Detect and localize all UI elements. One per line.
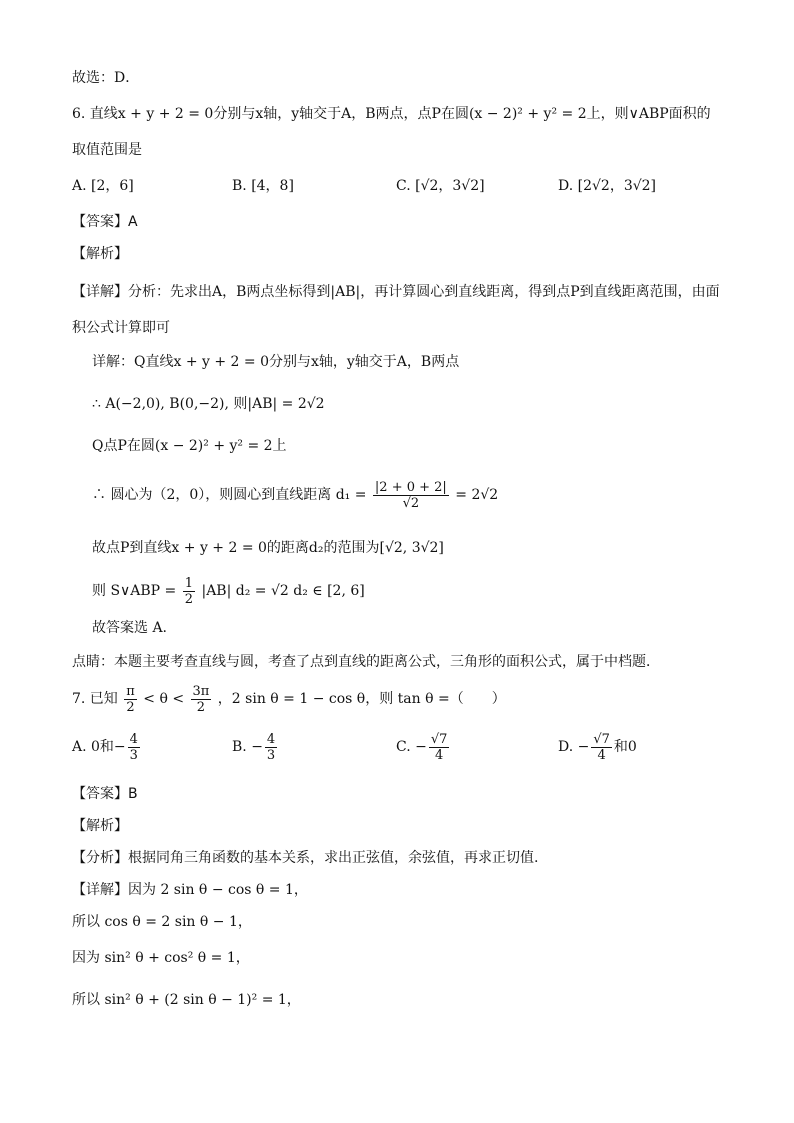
q7-option-a-text: A. 0和− bbox=[72, 739, 126, 755]
question-6-stem: 6. 直线x + y + 2 = 0分别与x轴，y轴交于A，B两点，点P在圆(x − 2)² + y² = 2上，则∨ABP面积的 bbox=[72, 106, 711, 122]
q7-detail-line-3: 因为 sin² θ + cos² θ = 1， bbox=[72, 950, 250, 966]
q7-detail-line-2: 所以 cos θ = 2 sin θ − 1， bbox=[72, 914, 252, 930]
q7-option-b-fraction bbox=[265, 732, 277, 763]
fraction-numerator: π bbox=[126, 683, 135, 699]
q6-solution-line-4-text: ∴ 圆心为（2，0），则圆心到直线距离 d₁ = bbox=[92, 487, 367, 503]
q6-area-label: 则 S∨ABP = bbox=[92, 583, 177, 599]
q7-stem-prefix: 7. 已知 bbox=[72, 691, 118, 707]
q6-option-a: A. [2，6] bbox=[72, 178, 134, 194]
q6-option-c: C. [√2，3√2] bbox=[396, 178, 485, 194]
pi-over-2-fraction bbox=[124, 684, 137, 715]
q7-option-c bbox=[396, 730, 451, 764]
q6-answer: 【答案】A bbox=[72, 214, 138, 230]
q7-detail-line-1: 【详解】因为 2 sin θ − cos θ = 1， bbox=[72, 882, 308, 898]
question-7-stem bbox=[72, 682, 506, 716]
q7-analysis-heading: 【解析】 bbox=[72, 818, 128, 834]
fraction-numerator: |2 + 0 + 2| bbox=[374, 479, 447, 495]
q7-analysis-summary: 【分析】根据同角三角函数的基本关系，求出正弦值，余弦值，再求正切值. bbox=[72, 850, 539, 866]
fraction-denominator: √2 bbox=[402, 495, 420, 511]
q7-stem-inequality: < θ < bbox=[143, 691, 185, 707]
fraction-numerator: 3π bbox=[192, 683, 210, 699]
q7-option-a bbox=[72, 730, 142, 764]
q6-option-d: D. [2√2，3√2] bbox=[558, 178, 657, 194]
q6-area-result: |AB| d₂ = √2 d₂ ∈ [2, 6] bbox=[201, 583, 365, 599]
three-pi-over-2-fraction bbox=[191, 684, 212, 715]
q6-detail-line-2: 积公式计算即可 bbox=[72, 320, 170, 336]
q6-solution-line-2: ∴ A(−2,0), B(0,−2), 则|AB| = 2√2 bbox=[92, 396, 325, 412]
q7-option-d-text: D. − bbox=[558, 739, 590, 755]
fraction-numerator: √7 bbox=[430, 731, 448, 747]
q7-option-d-suffix: 和0 bbox=[613, 739, 637, 755]
fraction-denominator: 4 bbox=[434, 747, 444, 763]
q7-option-b bbox=[232, 730, 279, 764]
q6-solution-line-5: 故点P到直线x + y + 2 = 0的距离d₂的范围为[√2, 3√2] bbox=[92, 540, 444, 556]
fraction-denominator: 4 bbox=[597, 747, 606, 763]
fraction-numerator: 4 bbox=[129, 731, 138, 747]
q6-solution-line-6 bbox=[92, 574, 365, 608]
q7-option-c-fraction bbox=[429, 732, 450, 763]
fraction-denominator: 3 bbox=[266, 747, 276, 763]
q6-analysis-heading: 【解析】 bbox=[72, 246, 128, 262]
q6-solution-line-1: 详解：Q直线x + y + 2 = 0分别与x轴，y轴交于A，B两点 bbox=[92, 354, 460, 370]
q7-detail-line-4: 所以 sin² θ + (2 sin θ − 1)² = 1， bbox=[72, 992, 301, 1008]
distance-fraction bbox=[373, 480, 449, 511]
q7-answer: 【答案】B bbox=[72, 786, 138, 802]
question-6-stem-cont: 取值范围是 bbox=[72, 142, 142, 158]
fraction-numerator: 4 bbox=[266, 731, 276, 747]
q6-solution-line-4-result: = 2√2 bbox=[455, 487, 499, 503]
q6-detail-line-1: 【详解】分析：先求出A，B两点坐标得到|AB|，再计算圆心到直线距离，得到点P到直线距离范围，由面 bbox=[72, 284, 720, 300]
q6-option-b: B. [4，8] bbox=[232, 178, 294, 194]
q7-option-d bbox=[558, 730, 637, 764]
q7-option-a-fraction bbox=[128, 732, 140, 763]
q7-stem-suffix: ，2 sin θ = 1 − cos θ，则 tan θ =（ ） bbox=[217, 691, 506, 707]
fraction-denominator: 3 bbox=[129, 747, 138, 763]
half-fraction bbox=[183, 576, 195, 607]
q6-solution-line-4 bbox=[92, 478, 498, 512]
q7-option-d-fraction bbox=[591, 732, 612, 763]
fraction-denominator: 2 bbox=[184, 591, 194, 607]
fraction-denominator: 2 bbox=[126, 699, 135, 715]
q6-final-answer: 故答案选 A. bbox=[92, 620, 168, 636]
q7-option-b-text: B. − bbox=[232, 739, 263, 755]
fraction-numerator: √7 bbox=[593, 731, 610, 747]
q6-solution-line-3: Q点P在圆(x − 2)² + y² = 2上 bbox=[92, 438, 287, 454]
fraction-denominator: 2 bbox=[196, 699, 206, 715]
q6-remark: 点睛：本题主要考查直线与圆，考查了点到直线的距离公式，三角形的面积公式，属于中档题． bbox=[72, 654, 660, 670]
fraction-numerator: 1 bbox=[184, 575, 194, 591]
q7-option-c-text: C. − bbox=[396, 739, 427, 755]
answer-choice-line: 故选：D． bbox=[72, 70, 140, 86]
